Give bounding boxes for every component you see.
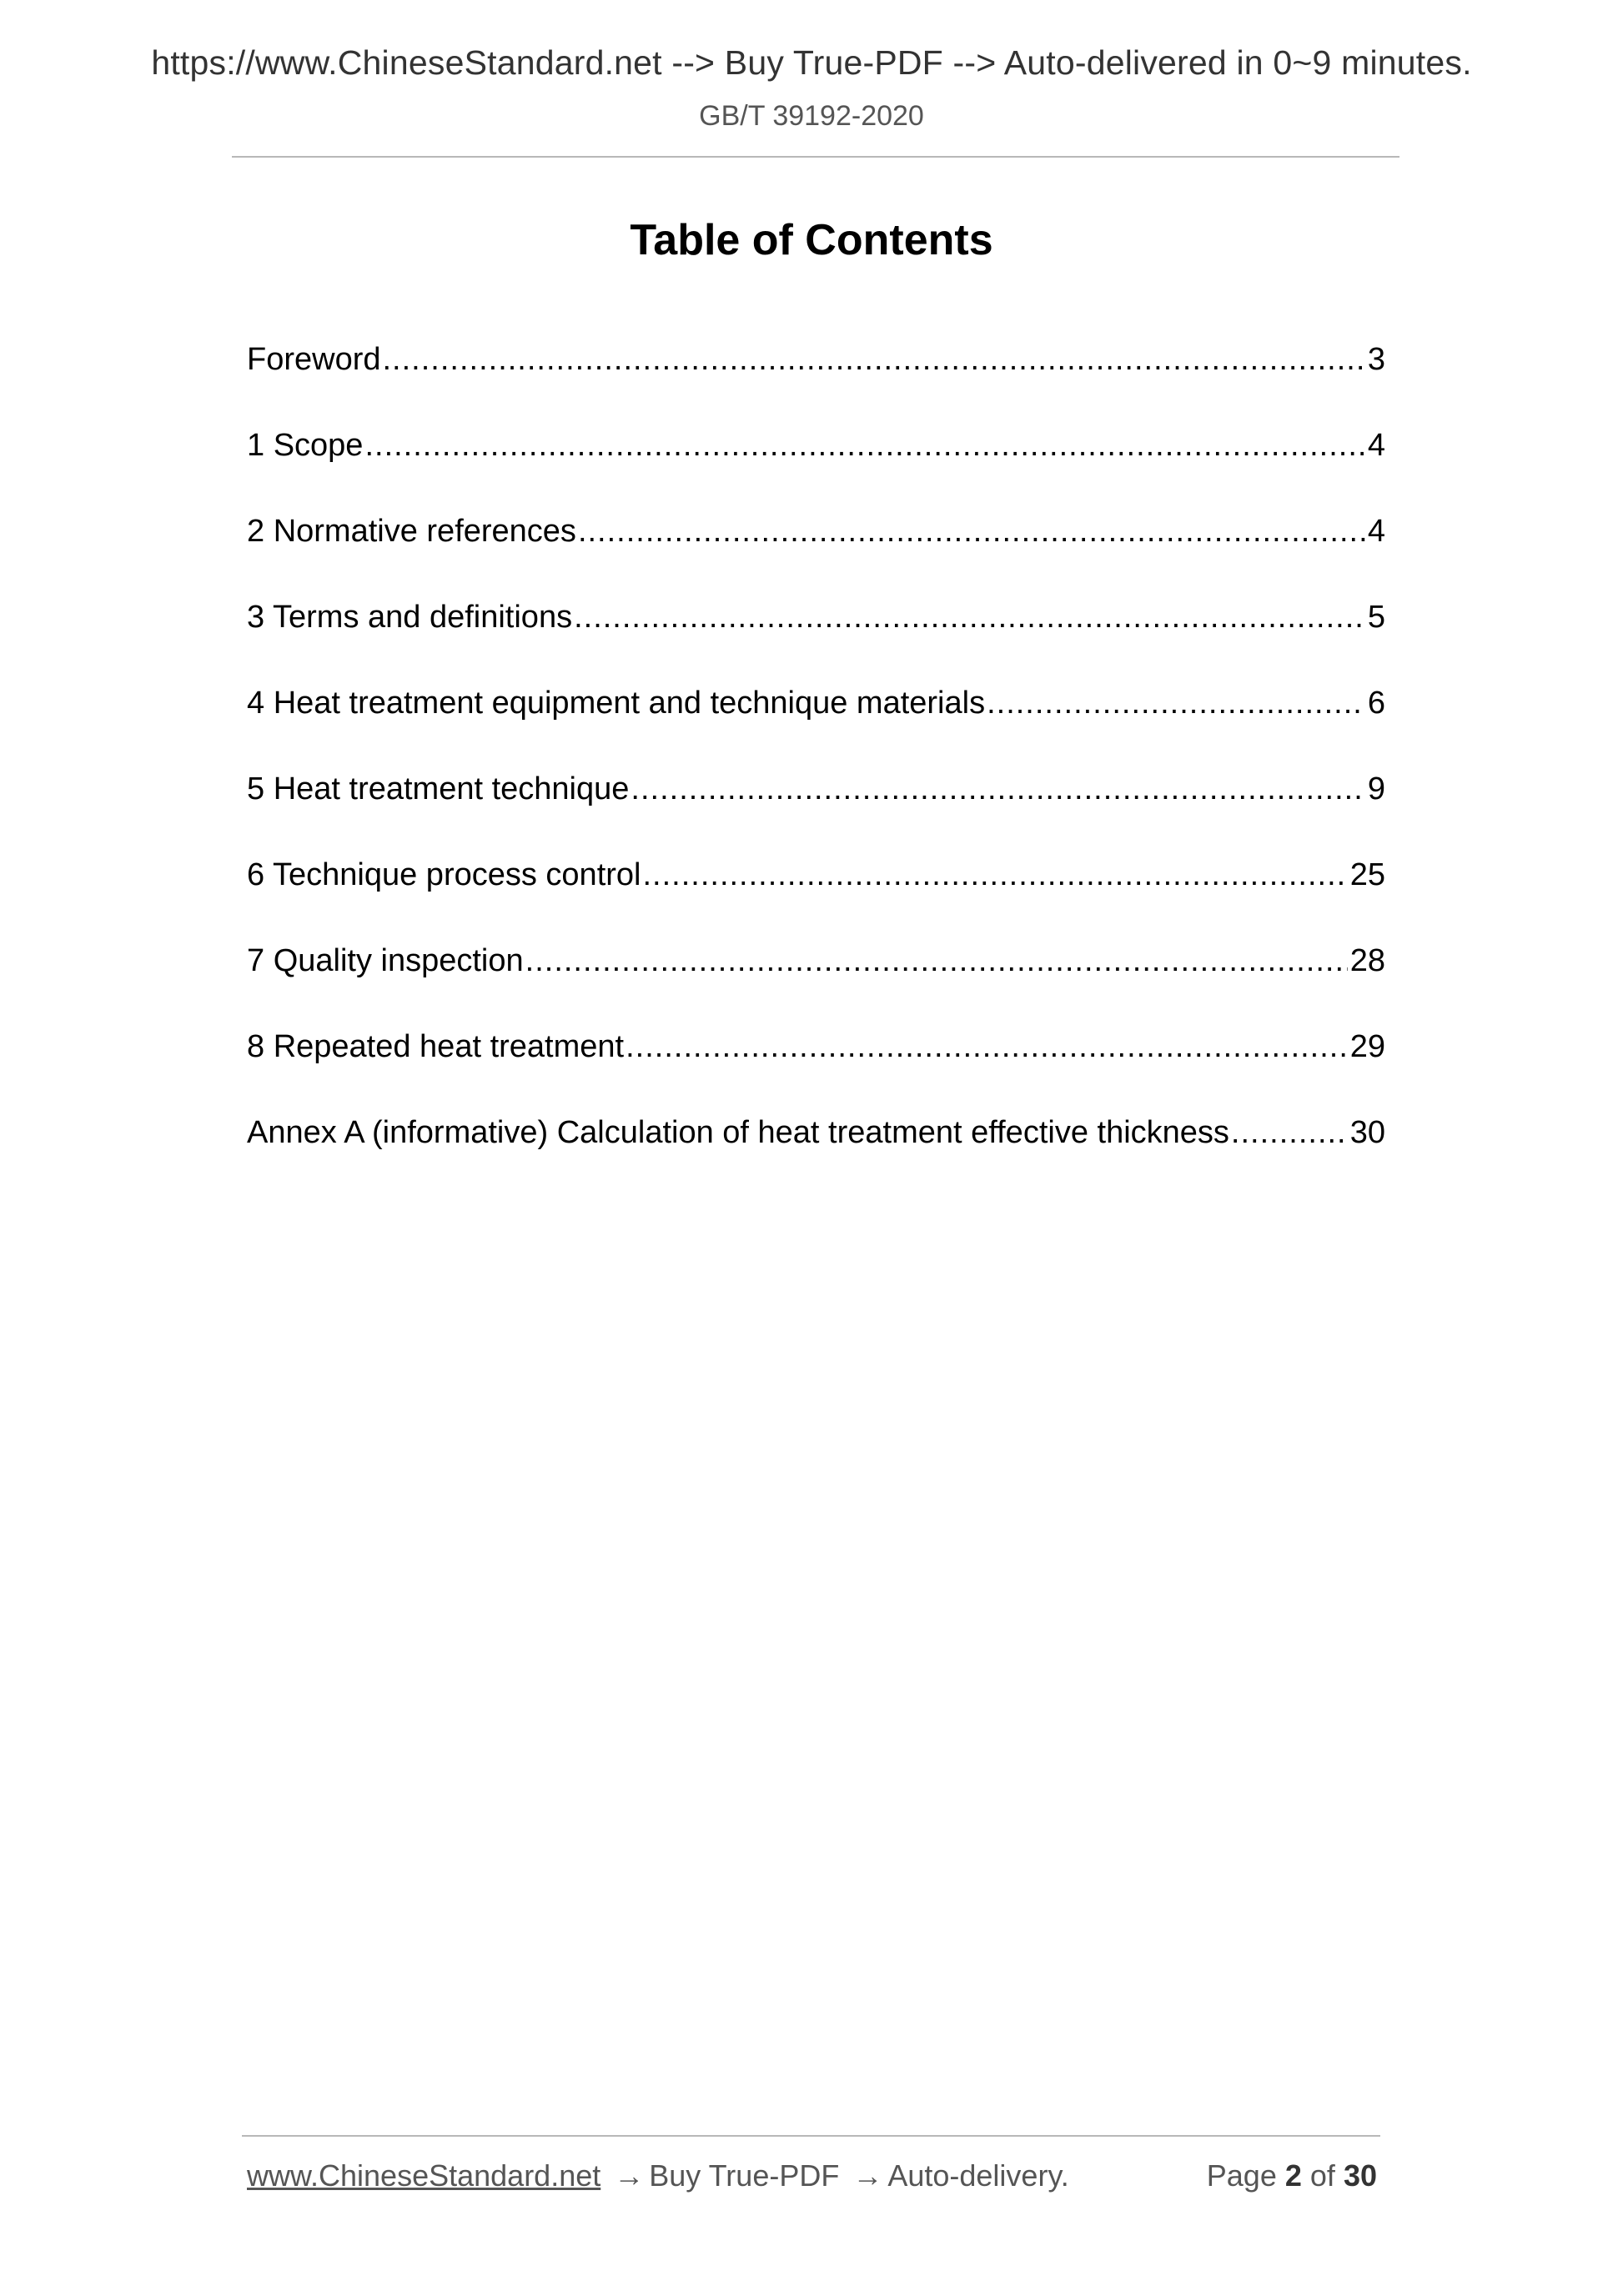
toc-entry-label: 7 Quality inspection <box>247 943 524 978</box>
toc-leader-dots <box>626 1029 1348 1065</box>
footer-divider <box>242 2135 1380 2137</box>
toc-entry-equipment-materials[interactable] <box>247 686 1385 771</box>
header-divider <box>232 156 1399 158</box>
toc-entry-label: 2 Normative references <box>247 514 576 549</box>
toc-entry-label: 8 Repeated heat treatment <box>247 1029 625 1064</box>
toc-leader-dots <box>383 342 1365 378</box>
page-number <box>1207 2158 1377 2193</box>
toc-entry-page: 28 <box>1349 943 1385 978</box>
toc-entry-label: 6 Technique process control <box>247 857 641 892</box>
toc-leader-dots <box>631 771 1364 807</box>
toc-entry-page: 25 <box>1349 857 1385 892</box>
toc-entry-label: 4 Heat treatment equipment and technique materials <box>247 686 986 721</box>
page-footer <box>247 2158 1377 2193</box>
toc-leader-dots <box>578 514 1365 550</box>
toc-leader-dots <box>525 943 1348 979</box>
toc-entry-terms-definitions[interactable] <box>247 600 1385 686</box>
of-word: of <box>1309 2158 1335 2193</box>
toc-entry-page: 30 <box>1349 1115 1385 1150</box>
page-word: Page <box>1206 2158 1277 2193</box>
toc-entry-scope[interactable] <box>247 428 1385 514</box>
footer-left <box>247 2158 1069 2193</box>
toc-entry-page: 3 <box>1367 342 1385 377</box>
toc-entry-repeated-heat-treatment[interactable] <box>247 1029 1385 1115</box>
arrow-right-icon: → <box>614 2158 645 2193</box>
table-of-contents <box>247 342 1385 1201</box>
toc-leader-dots <box>642 857 1347 893</box>
toc-entry-label: 5 Heat treatment technique <box>247 771 630 806</box>
toc-entry-label: 1 Scope <box>247 428 364 463</box>
toc-entry-label: Foreword <box>247 342 381 377</box>
toc-entry-page: 4 <box>1367 514 1385 549</box>
page-total: 30 <box>1343 2158 1377 2193</box>
toc-entry-quality-inspection[interactable] <box>247 943 1385 1029</box>
header-banner: https://www.ChineseStandard.net --> Buy True-PDF --> Auto-delivered in 0~9 minutes. <box>151 43 1472 82</box>
toc-entry-page: 4 <box>1367 428 1385 463</box>
toc-entry-page: 5 <box>1367 600 1385 635</box>
toc-leader-dots <box>364 428 1364 464</box>
toc-entry-heat-treatment-technique[interactable] <box>247 771 1385 857</box>
footer-buy-text: Buy True-PDF <box>649 2158 840 2193</box>
footer-delivery-text: Auto-delivery. <box>887 2158 1069 2193</box>
page-current: 2 <box>1284 2158 1302 2193</box>
toc-entry-page: 6 <box>1367 686 1385 721</box>
toc-entry-process-control[interactable] <box>247 857 1385 943</box>
toc-leader-dots <box>987 686 1365 721</box>
toc-entry-page: 29 <box>1349 1029 1385 1064</box>
toc-title: Table of Contents <box>630 216 993 264</box>
toc-leader-dots <box>574 600 1365 636</box>
arrow-right-icon: → <box>852 2158 883 2193</box>
toc-entry-label: Annex A (informative) Calculation of heat treatment effective thickness <box>247 1115 1229 1150</box>
toc-entry-label: 3 Terms and definitions <box>247 600 573 635</box>
standard-code: GB/T 39192-2020 <box>699 100 924 132</box>
toc-entry-page: 9 <box>1367 771 1385 806</box>
toc-entry-normative-references[interactable] <box>247 514 1385 600</box>
toc-entry-foreword[interactable] <box>247 342 1385 428</box>
footer-site-link[interactable]: www.ChineseStandard.net <box>247 2158 601 2193</box>
toc-entry-annex-a[interactable] <box>247 1115 1385 1201</box>
toc-leader-dots <box>1231 1115 1348 1151</box>
